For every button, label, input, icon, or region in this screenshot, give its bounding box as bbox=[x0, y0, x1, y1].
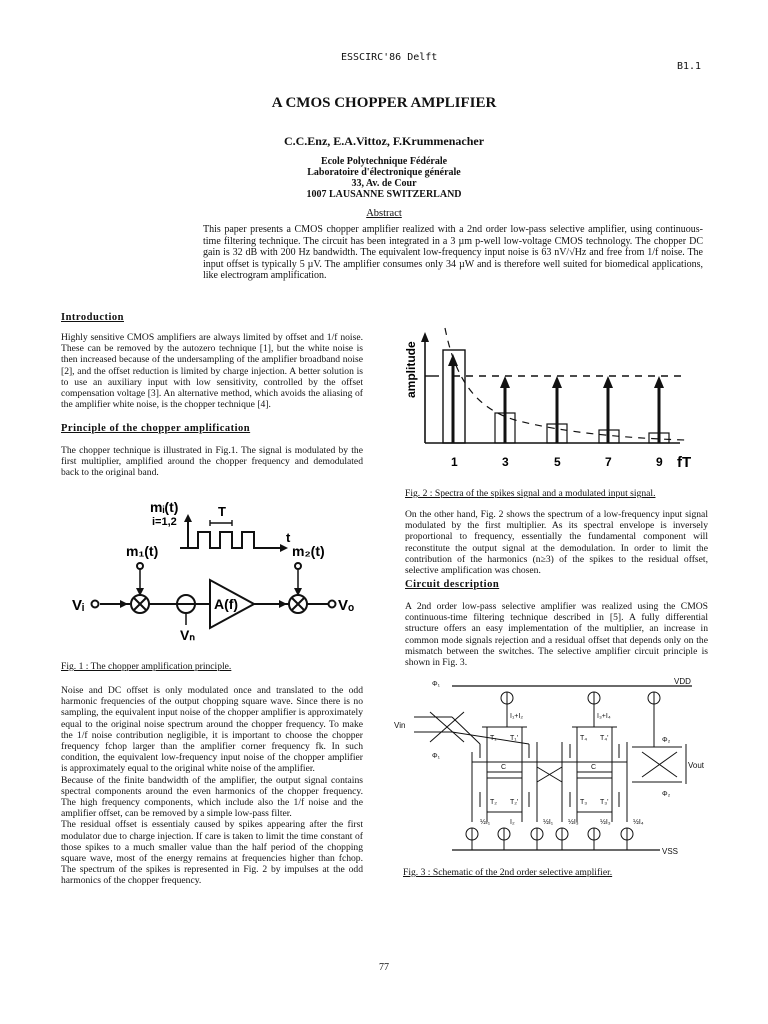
fig3-label-phi2: Φ₂ bbox=[662, 737, 671, 744]
fig3-label-vin: Vin bbox=[394, 721, 406, 730]
affiliation bbox=[0, 156, 768, 200]
right-para1: On the other hand, Fig. 2 shows the spectrum of a low-frequency input signal modulated by the first multiplier. As its spectral envelope is inversely proportional to frequency, essentially the fundamental component will reconstitute the output signal at the demodulation. In order to limit the contribution of the harmonics (n≥3) of the spikes to the residual offset, selective amplification was chosen. bbox=[405, 509, 708, 577]
fig3-schematic bbox=[392, 672, 712, 862]
fig3-label-i12: I₁+I₂ bbox=[510, 713, 524, 720]
fig3-label-h1: ½I₁ bbox=[543, 819, 554, 826]
page-number: 77 bbox=[379, 962, 389, 973]
fig3-label-t3p: T₃' bbox=[600, 799, 609, 806]
fig3-caption: Fig. 3 : Schematic of the 2nd order selective amplifier. bbox=[403, 867, 613, 878]
fig1-label-mi: mᵢ(t) bbox=[150, 499, 179, 515]
intro-text: Highly sensitive CMOS amplifiers are always limited by offset and 1/f noise. These can be removed by the autozero technique [1], but the white noise is then increased because of the undersampling of the amplifier broadband noise [2], and the offset reduction is limited by charge injection. A better solution is to use an auxiliary input with low sensitivity, controlled by the offset compensation voltage [3]. An alternative method, which avoids the aliasing of the amplifier white noise, is the chopper technique [4]. bbox=[61, 332, 363, 411]
fig3-label-c: C bbox=[501, 764, 507, 771]
fig2-xunit: fT bbox=[677, 454, 692, 471]
fig3-label-phi2: Φ₂ bbox=[662, 791, 671, 798]
fig3-label-vdd: VDD bbox=[674, 677, 691, 686]
authors: C.C.Enz, E.A.Vittoz, F.Krummenacher bbox=[283, 134, 485, 148]
intro-heading: Introduction bbox=[61, 312, 124, 323]
fig3-label-vout: Vout bbox=[688, 761, 705, 770]
abstract-heading: Abstract bbox=[366, 208, 402, 219]
fig3-label-phi1: Φ₁ bbox=[432, 753, 440, 760]
fig3-label-phi1: Φ₁ bbox=[432, 681, 440, 688]
circuit-heading: Circuit description bbox=[405, 579, 500, 590]
fig1-label-vo: Vₒ bbox=[338, 597, 355, 614]
abstract-text: This paper presents a CMOS chopper amplifier realized with a 2nd order low-pass selective amplifier, using continuous-time filtering technique. The circuit has been integrated in a 3 µm p-well low-voltage CMOS technology. The chopper DC gain is 32 dB with 200 Hz bandwidth. The equivalent low-frequency input noise is 63 nV/√Hz and free from 1/f noise. The input offset is typically 5 µV. The amplifier consumes only 34 µW and is therefore well suited for biomedical applications, like electrogram amplification. bbox=[203, 224, 703, 282]
fig1-label-m1: m₁(t) bbox=[126, 543, 159, 559]
fig3-label-t4p: T₄' bbox=[600, 735, 609, 742]
fig2-chart bbox=[395, 318, 700, 476]
left-body-paragraph: Noise and DC offset is only modulated once and translated to the odd harmonic frequencies of the output chopping square wave. Since there is no sampling, the equivalent input noise of the chopper amplifier is approximately equal to the original noise spectrum around the chopper frequency. To make the 1/f noise contribution negligible, it is important to choose the chopper frequency fchop larger than the amplifier corner frequency fk. In such condition, the equivalent low-frequency input noise of the chopper amplifier is approximately equal to the original white noise of the amplifier. bbox=[61, 685, 363, 775]
affiliation-line: 1007 LAUSANNE SWITZERLAND bbox=[306, 189, 462, 200]
affiliation-line: 33, Av. de Cour bbox=[351, 178, 417, 189]
fig2-tick: 3 bbox=[502, 455, 509, 469]
fig2-tick: 7 bbox=[605, 455, 612, 469]
paper-code: B1.1 bbox=[677, 61, 702, 72]
left-body bbox=[61, 685, 363, 887]
fig3-label-h3: ½I₃ bbox=[568, 819, 579, 826]
principle-heading: Principle of the chopper amplification bbox=[61, 423, 251, 434]
conference-header: ESSCIRC'86 Delft bbox=[341, 52, 438, 63]
fig3-label-c: C bbox=[591, 764, 597, 771]
fig3-label-vss: VSS bbox=[662, 847, 679, 856]
fig3-label-t3: T₃ bbox=[580, 799, 588, 806]
left-body-paragraph: The residual offset is essentialy caused by spikes appearing after the first modulator due to charge injection. If care is taken to limit the time constant of those spikes to a much smaller value than the half period of the chopping square wave, most of the energy remains at frequencies higher than fchop. The spectrum of the spikes is represented in Fig. 2 by impulses at the odd harmonics of the chopper frequency. bbox=[61, 819, 363, 887]
fig3-label-t2: T₂ bbox=[490, 799, 497, 806]
fig3-label-h3: ½I₃ bbox=[600, 819, 611, 826]
fig2-ylabel: amplitude bbox=[404, 341, 418, 398]
fig3-label-h2: I₂ bbox=[510, 819, 515, 826]
fig3-label-t4: T₄ bbox=[580, 735, 588, 742]
fig2-tick: 1 bbox=[451, 455, 458, 469]
fig3-label-t2p: T₂' bbox=[510, 799, 519, 806]
fig1-caption: Fig. 1 : The chopper amplification principle. bbox=[61, 661, 232, 672]
fig3-label-t1: T₁ bbox=[490, 735, 497, 742]
fig1-label-vi: Vᵢ bbox=[72, 597, 85, 614]
fig3-label-h4: ½I₄ bbox=[633, 819, 644, 826]
fig1-label-i12: i=1,2 bbox=[152, 516, 177, 528]
principle-text: The chopper technique is illustrated in Fig.1. The signal is modulated by the first multiplier, amplified around the chopper frequency and demodulated back to the original band. bbox=[61, 445, 363, 479]
fig3-label-h1: ½I₁ bbox=[480, 819, 491, 826]
affiliation-line: Laboratoire d'électronique générale bbox=[307, 167, 461, 178]
fig1-label-vn: Vₙ bbox=[180, 627, 195, 643]
fig2-caption: Fig. 2 : Spectra of the spikes signal and a modulated input signal. bbox=[405, 488, 656, 499]
affiliation-line: Ecole Polytechnique Fédérale bbox=[320, 156, 448, 167]
fig1-label-af: A(f) bbox=[214, 596, 239, 612]
fig1-label-T: T bbox=[218, 504, 226, 519]
paper-title: A CMOS CHOPPER AMPLIFIER bbox=[271, 95, 497, 111]
fig2-tick: 9 bbox=[656, 455, 663, 469]
circuit-text: A 2nd order low-pass selective amplifier was realized using the CMOS continuous-time filtering technique described in [5]. A fully differential structure offers an easy implementation of the multiplier, an increase in common mode signals rejection and a residual offset that depends only on the mismatch between the switches. The selective amplifier circuit principle is shown in Fig. 3. bbox=[405, 601, 708, 669]
fig2-tick: 5 bbox=[554, 455, 561, 469]
fig3-label-t1p: T₁' bbox=[510, 735, 518, 742]
fig3-label-i34: I₃+I₄ bbox=[597, 713, 611, 720]
fig1-label-m2: m₂(t) bbox=[292, 543, 325, 559]
fig1-diagram bbox=[60, 490, 370, 650]
fig1-label-t: t bbox=[286, 530, 291, 545]
left-body-paragraph: Because of the finite bandwidth of the amplifier, the output signal contains spectral components around the even harmonics of the chopper frequency. The high frequency components, which include also the 1/f noise and the amplifier offset, can be removed by a simple low-pass filter. bbox=[61, 774, 363, 820]
